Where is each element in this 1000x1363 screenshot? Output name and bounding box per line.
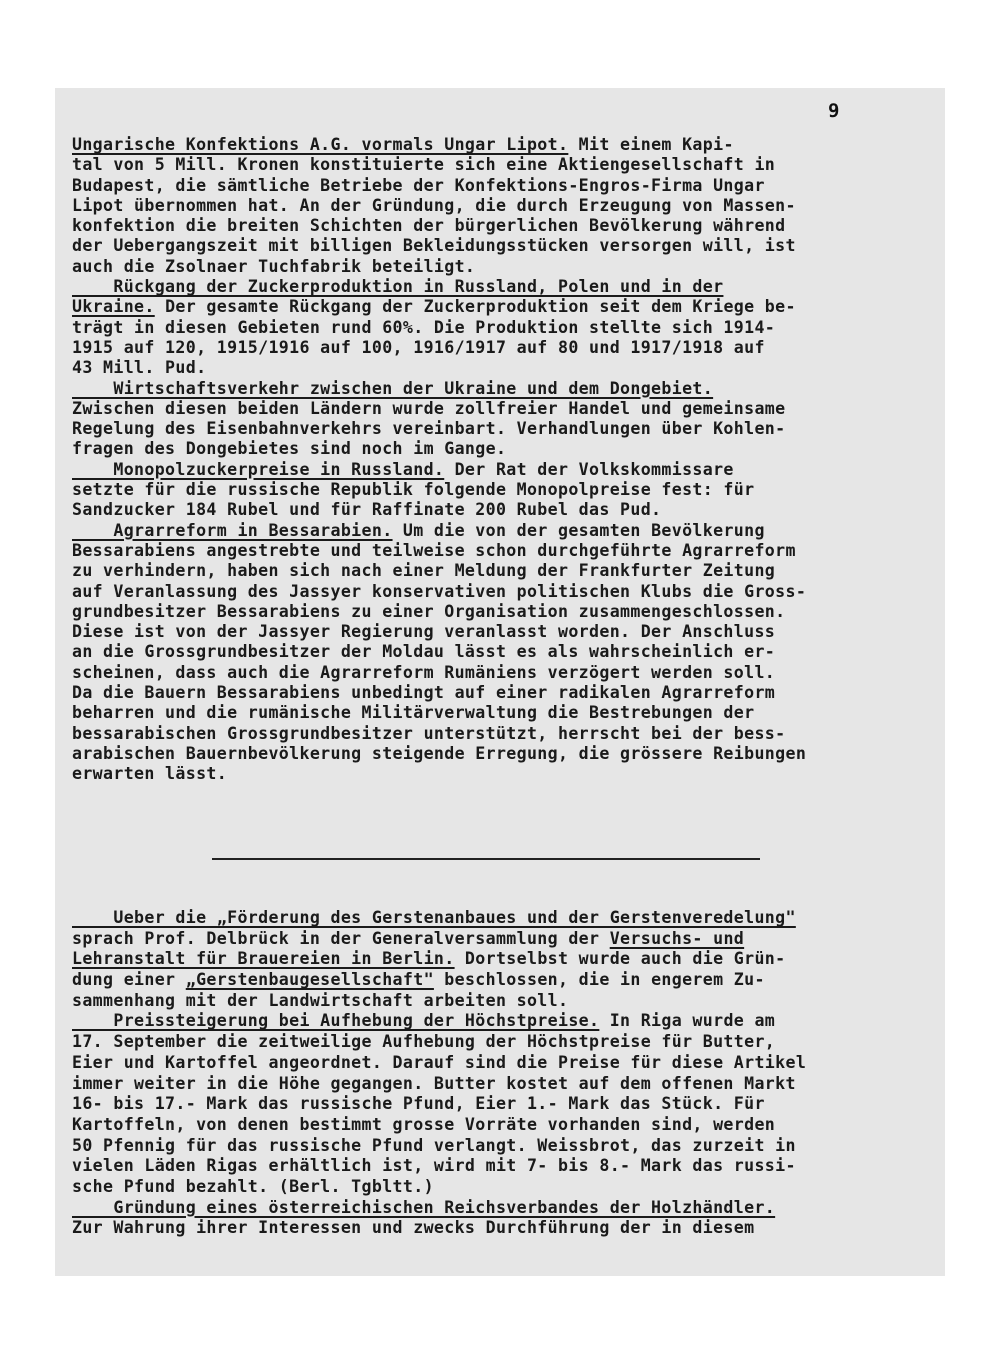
text-line xyxy=(72,929,922,950)
text-segment: Um die von der gesamten Bevölkerung xyxy=(392,520,765,540)
news-section-top xyxy=(72,135,922,785)
text-line xyxy=(72,561,922,581)
text-segment: auf Veranlassung des Jassyer konservativen politischen Klubs die Gross- xyxy=(72,581,807,601)
text-line xyxy=(72,460,922,480)
text-line xyxy=(72,480,922,500)
text-segment: 50 Pfennig für das russische Pfund verlangt. Weissbrot, das zurzeit in xyxy=(72,1135,796,1155)
text-line xyxy=(72,602,922,622)
text-line xyxy=(72,236,922,256)
text-line xyxy=(72,744,922,764)
text-segment: fragen des Dongebietes sind noch im Gange. xyxy=(72,439,507,459)
underlined-heading: Monopolzuckerpreise in Russland. xyxy=(72,459,445,479)
underlined-heading: Preissteigerung bei Aufhebung der Höchstpreise. xyxy=(72,1011,600,1031)
text-line xyxy=(72,642,922,662)
page-number: 9 xyxy=(828,100,840,122)
text-segment: arabischen Bauernbevölkerung steigende Erregung, die grössere Reibungen xyxy=(72,743,807,763)
underlined-heading: Wirtschaftsverkehr zwischen der Ukraine und dem Dongebiet. xyxy=(72,378,714,398)
text-line xyxy=(72,908,922,929)
text-line xyxy=(72,419,922,439)
text-segment: vielen Läden Rigas erhältlich ist, wird mit 7- bis 8.- Mark das russi- xyxy=(72,1156,796,1176)
text-segment: Sandzucker 184 Rubel und für Raffinate 200 Rubel das Pud. xyxy=(72,500,662,520)
text-segment: Mit einem Kapi- xyxy=(568,135,734,154)
text-line xyxy=(72,582,922,602)
text-line xyxy=(72,277,922,297)
text-line xyxy=(72,297,922,317)
text-line xyxy=(72,1218,922,1239)
underlined-heading: Agrarreform in Bessarabien. xyxy=(72,520,393,540)
text-line xyxy=(72,970,922,991)
text-line xyxy=(72,135,922,155)
text-line xyxy=(72,338,922,358)
text-line xyxy=(72,521,922,541)
underlined-heading: „Gerstenbaugesellschaft" xyxy=(185,970,434,990)
text-segment: auch die Zsolnaer Tuchfabrik beteiligt. xyxy=(72,256,476,276)
underlined-heading: Rückgang der Zuckerproduktion in Russland, Polen und in der xyxy=(72,277,724,297)
text-segment: Budapest, die sämtliche Betriebe der Konfektions-Engros-Firma Ungar xyxy=(72,175,765,195)
text-segment: beharren und die rumänische Militärverwaltung die Bestrebungen der xyxy=(72,703,755,723)
text-segment: Regelung des Eisenbahnverkehrs vereinbart. Verhandlungen über Kohlen- xyxy=(72,419,786,439)
text-line xyxy=(72,622,922,642)
text-segment: tal von 5 Mill. Kronen konstituierte sich eine Aktiengesellschaft in xyxy=(72,155,776,175)
text-line xyxy=(72,439,922,459)
text-segment: Der gesamte Rückgang der Zuckerproduktion seit dem Kriege be- xyxy=(154,297,796,317)
text-segment: beschlossen, die in engerem Zu- xyxy=(433,970,765,990)
text-line xyxy=(72,318,922,338)
text-line xyxy=(72,358,922,378)
text-line xyxy=(72,1094,922,1115)
text-segment: 1915 auf 120, 1915/1916 auf 100, 1916/1917 auf 80 und 1917/1918 auf xyxy=(72,337,765,357)
text-line xyxy=(72,399,922,419)
text-segment: Zur Wahrung ihrer Interessen und zwecks Durchführung der in diesem xyxy=(72,1218,755,1238)
text-line xyxy=(72,541,922,561)
text-line xyxy=(72,663,922,683)
text-line xyxy=(72,1136,922,1157)
underlined-heading: Lehranstalt für Brauereien in Berlin. xyxy=(72,949,455,969)
text-segment: 17. September die zeitweilige Aufhebung der Höchstpreise für Butter, xyxy=(72,1032,776,1052)
text-segment: 43 Mill. Pud. xyxy=(72,358,207,378)
text-segment: erwarten lässt. xyxy=(72,764,228,784)
text-segment: 16- bis 17.- Mark das russische Pfund, Eier 1.- Mark das Stück. Für xyxy=(72,1094,765,1114)
text-line xyxy=(72,703,922,723)
text-segment: Eier und Kartoffel angeordnet. Darauf sind die Preise für diese Artikel xyxy=(72,1052,807,1072)
text-segment: grundbesitzer Bessarabiens zu einer Organisation zusammengeschlossen. xyxy=(72,601,786,621)
text-line xyxy=(72,196,922,216)
text-line xyxy=(72,500,922,520)
text-segment: setzte für die russische Republik folgende Monopolpreise fest: für xyxy=(72,480,755,500)
text-line xyxy=(72,1177,922,1198)
underlined-heading: Gründung eines österreichischen Reichsverbandes der Holzhändler. xyxy=(72,1197,776,1217)
text-line xyxy=(72,949,922,970)
text-line xyxy=(72,1053,922,1074)
text-segment: Zwischen diesen beiden Ländern wurde zollfreier Handel und gemeinsame xyxy=(72,398,786,418)
text-segment: Bessarabiens angestrebte und teilweise schon durchgeführte Agrarreform xyxy=(72,540,796,560)
text-line xyxy=(72,1032,922,1053)
text-segment: dung einer xyxy=(72,970,186,990)
text-segment: an die Grossgrundbesitzer der Moldau lässt es als wahrscheinlich er- xyxy=(72,642,776,662)
text-segment: Dortselbst wurde auch die Grün- xyxy=(454,949,786,969)
text-line xyxy=(72,1198,922,1219)
text-segment: Der Rat der Volkskommissare xyxy=(444,459,734,479)
text-line xyxy=(72,991,922,1012)
text-segment: konfektion die breiten Schichten der bürgerlichen Bevölkerung während xyxy=(72,216,786,236)
section-divider xyxy=(212,858,760,860)
text-line xyxy=(72,1156,922,1177)
text-line xyxy=(72,1115,922,1136)
text-line xyxy=(72,176,922,196)
text-line xyxy=(72,724,922,744)
underlined-heading: Ukraine. xyxy=(72,297,155,317)
text-segment: zu verhindern, haben sich nach einer Meldung der Frankfurter Zeitung xyxy=(72,561,776,581)
text-line xyxy=(72,1011,922,1032)
text-line xyxy=(72,257,922,277)
text-segment: Lipot übernommen hat. An der Gründung, die durch Erzeugung von Massen- xyxy=(72,195,796,215)
text-line xyxy=(72,764,922,784)
text-line xyxy=(72,216,922,236)
text-line xyxy=(72,379,922,399)
text-segment: scheinen, dass auch die Agrarreform Rumäniens verzögert werden soll. xyxy=(72,662,776,682)
text-line xyxy=(72,155,922,175)
text-segment: der Uebergangszeit mit billigen Bekleidungsstücken versorgen will, ist xyxy=(72,236,796,256)
text-segment: In Riga wurde am xyxy=(599,1011,776,1031)
underlined-heading: Ungarische Konfektions A.G. vormals Ungar Lipot. xyxy=(72,135,569,154)
text-segment: sammenhang mit der Landwirtschaft arbeiten soll. xyxy=(72,990,569,1010)
news-section-bottom xyxy=(72,908,922,1239)
text-segment: Diese ist von der Jassyer Regierung veranlasst worden. Der Anschluss xyxy=(72,622,776,642)
text-segment: Kartoffeln, von denen bestimmt grosse Vorräte vorhanden sind, werden xyxy=(72,1114,776,1134)
underlined-heading: Versuchs- und xyxy=(609,928,745,948)
text-segment: immer weiter in die Höhe gegangen. Butter kostet auf dem offenen Markt xyxy=(72,1073,796,1093)
text-segment: Da die Bauern Bessarabiens unbedingt auf einer radikalen Agrarreform xyxy=(72,683,776,703)
text-segment: trägt in diesen Gebieten rund 60%. Die Produktion stellte sich 1914- xyxy=(72,317,776,337)
underlined-heading: Ueber die „Förderung des Gerstenanbaues und der Gerstenveredelung" xyxy=(72,908,796,927)
text-line xyxy=(72,683,922,703)
text-segment: sprach Prof. Delbrück in der Generalversammlung der xyxy=(72,928,610,948)
text-segment: sche Pfund bezahlt. (Berl. Tgbltt.) xyxy=(72,1176,434,1196)
text-line xyxy=(72,1074,922,1095)
text-segment: bessarabischen Grossgrundbesitzer unterstützt, herrscht bei der bess- xyxy=(72,723,786,743)
